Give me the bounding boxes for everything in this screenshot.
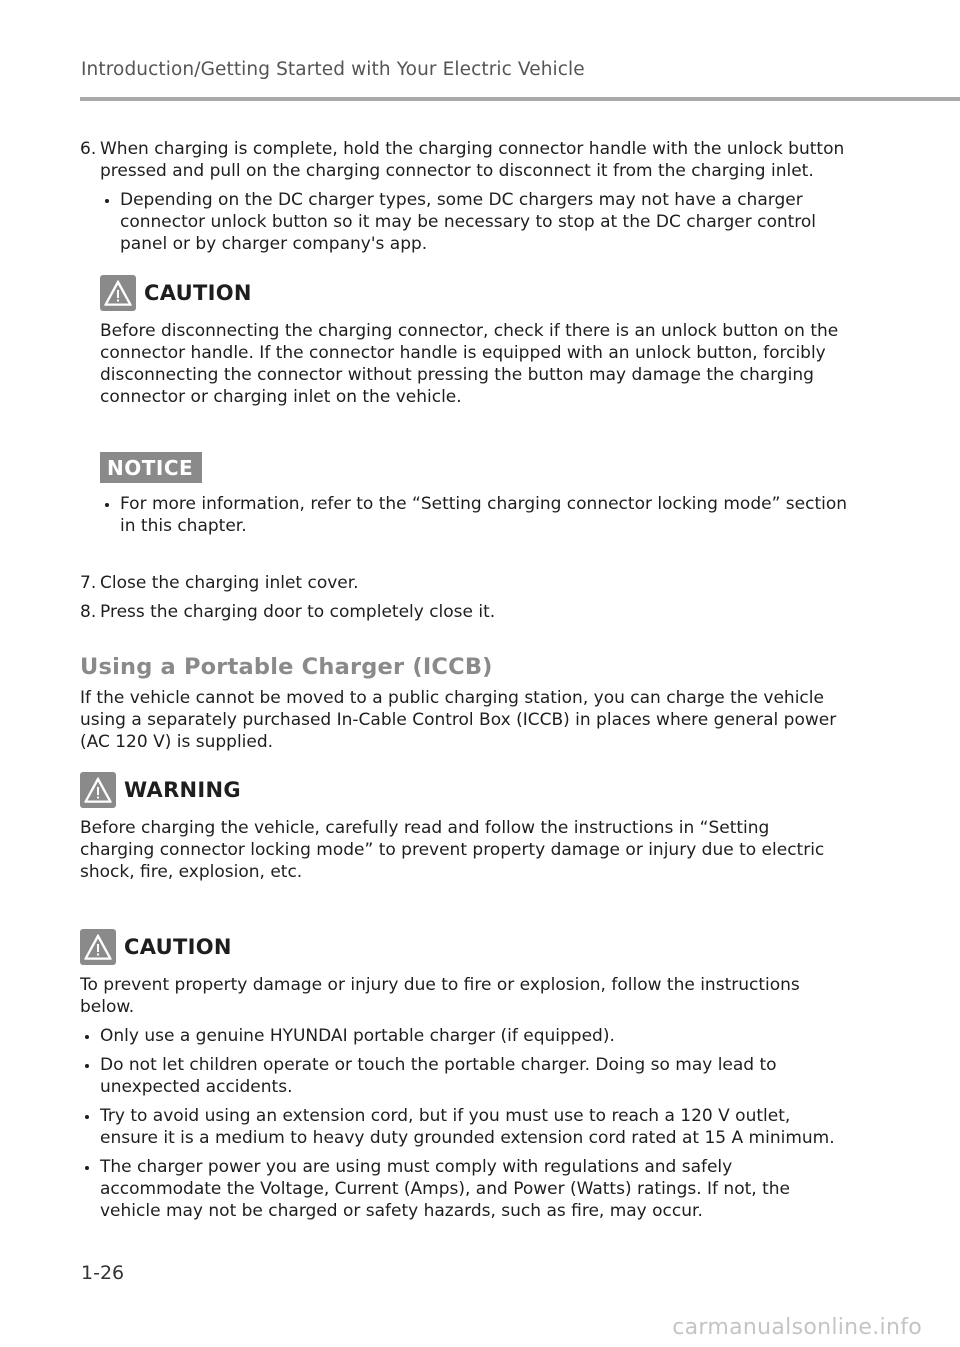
step-8 [80, 601, 848, 623]
caution-label [80, 929, 848, 965]
warning-label-text: WARNING [124, 778, 241, 802]
step-6 [80, 138, 848, 182]
warning-triangle-icon [80, 772, 116, 808]
caution-label-text: CAUTION [124, 935, 232, 959]
list-item: Only use a genuine HYUNDAI portable charger (if equipped). [80, 1025, 848, 1047]
header-divider [80, 97, 960, 101]
step-number: 8. [80, 602, 97, 622]
step-number: 6. [80, 139, 97, 159]
list-item: For more information, refer to the “Setting charging connector locking mode” section in this chapter. [100, 493, 848, 537]
step-7 [80, 572, 848, 594]
section-intro: If the vehicle cannot be moved to a public charging station, you can charge the vehicle using a separately purchased In-Cable Control Box (ICCB) in places where general power (AC 120 V) is supplied. [80, 688, 837, 752]
step-6-notes [80, 189, 848, 255]
page-header-title: Introduction/Getting Started with Your Electric Vehicle [81, 59, 585, 80]
caution-label-text: CAUTION [144, 281, 252, 305]
step-text: Press the charging door to completely close it. [100, 602, 496, 622]
step-text: When charging is complete, hold the charging connector handle with the unlock button pressed and pull on the charging connector to disconnect it from the charging inlet. [100, 139, 845, 181]
caution-intro: To prevent property damage or injury due to fire or explosion, follow the instructions below. [80, 975, 800, 1017]
list-item: Do not let children operate or touch the portable charger. Doing so may lead to unexpected accidents. [80, 1054, 848, 1098]
caution-label [100, 275, 848, 311]
list-item: Try to avoid using an extension cord, but if you must use to reach a 120 V outlet, ensure it is a medium to heavy duty grounded extension cord rated at 15 A minimum. [80, 1105, 848, 1149]
notice-badge: NOTICE [100, 452, 202, 483]
caution-list [80, 1025, 848, 1222]
warning-triangle-icon [80, 929, 116, 965]
step-number: 7. [80, 573, 97, 593]
warning-block [80, 772, 848, 883]
page-content [80, 138, 848, 1222]
notice-block [80, 452, 848, 537]
section-heading: Using a Portable Charger (ICCB) [80, 654, 493, 680]
caution-text: Before disconnecting the charging connector, check if there is an unlock button on the connector handle. If the connector handle is equipped with an unlock button, forcibly disconnecting the connector without pressing the button may damage the charging connector or charging inlet on the vehicle. [100, 321, 839, 407]
warning-triangle-icon [100, 275, 136, 311]
warning-text: Before charging the vehicle, carefully read and follow the instructions in “Setting charging connector locking mode” to prevent property damage or injury due to electric shock, fire, explosion, etc. [80, 818, 825, 882]
warning-label [80, 772, 848, 808]
step-text: Close the charging inlet cover. [100, 573, 359, 593]
caution-block [80, 275, 848, 408]
page-number: 1-26 [81, 1262, 125, 1284]
list-item: Depending on the DC charger types, some DC chargers may not have a charger connector unlock button so it may be necessary to stop at the DC charger control panel or by charger company's app. [100, 189, 848, 255]
caution-block-2 [80, 929, 848, 1222]
watermark-link[interactable]: carmanualsonline.info [672, 1315, 922, 1340]
list-item: The charger power you are using must comply with regulations and safely accommodate the Voltage, Current (Amps), and Power (Watts) ratings. If not, the vehicle may not be charged or safety hazards, such as fire, may occur. [80, 1156, 848, 1222]
